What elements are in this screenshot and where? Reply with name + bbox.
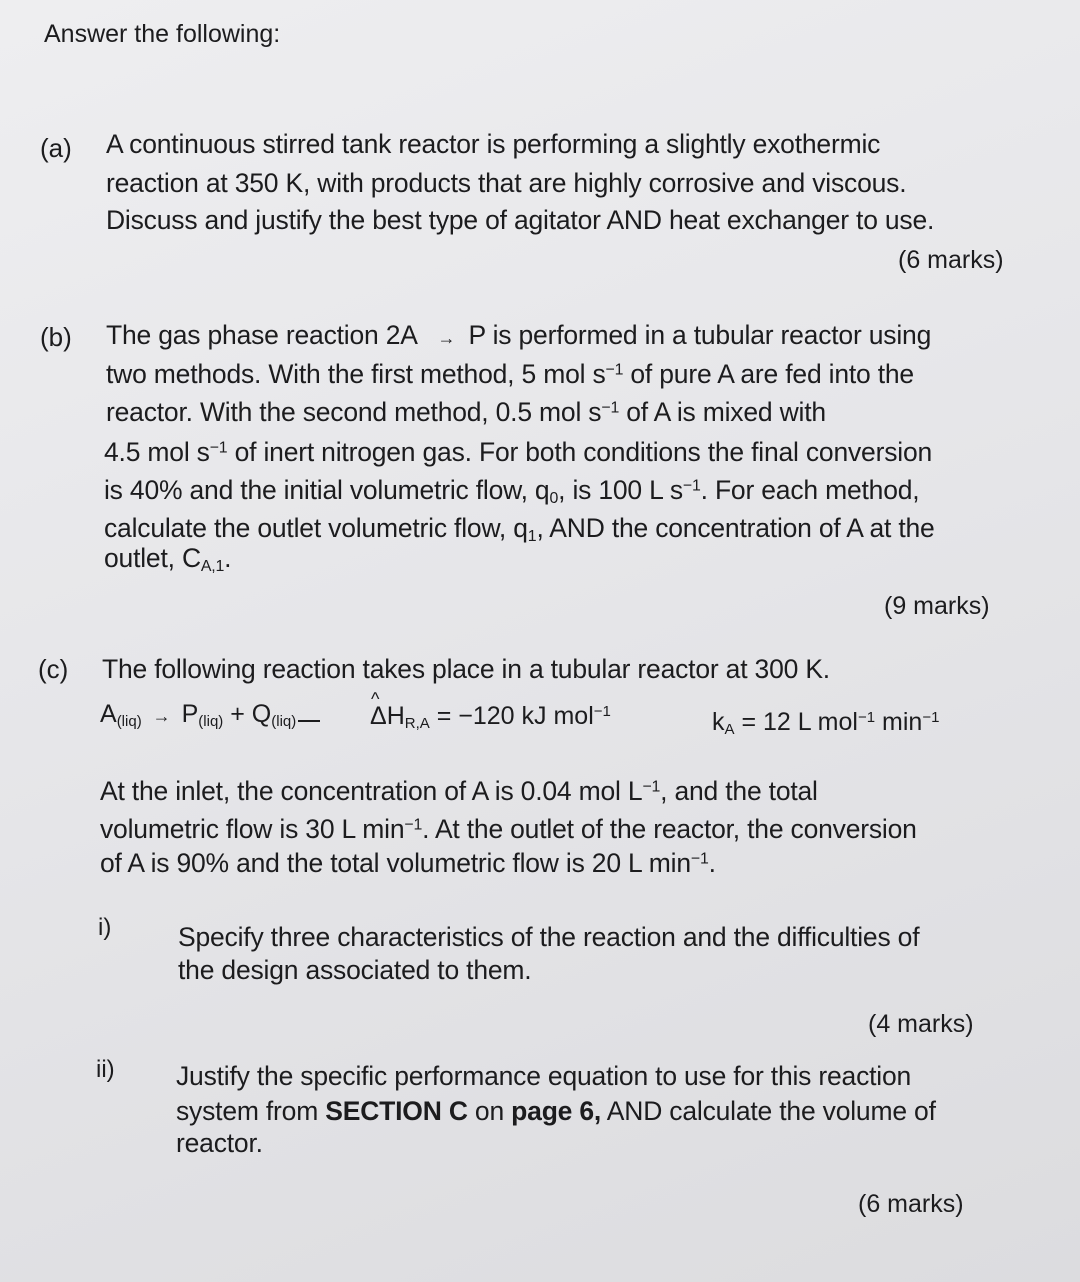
part-b-line-5 xyxy=(104,475,919,508)
part-c-para-line-1-text-2: , and the total xyxy=(660,776,818,806)
species-p-phase: (liq) xyxy=(198,712,224,730)
part-c-para-line-2-text: volumetric flow is 30 L min xyxy=(100,814,405,844)
part-b-line-3-text-2: of A is mixed with xyxy=(619,397,826,427)
part-c-intro: The following reaction takes place in a tubular reactor at 300 K. xyxy=(102,654,830,684)
sub-ii-line-1: Justify the specific performance equation to use for this reaction xyxy=(176,1061,912,1091)
part-b-line-2-text: two methods. With the first method, 5 mol s xyxy=(106,359,606,389)
part-b-line-5-subscript: 0 xyxy=(549,489,559,507)
part-b-line-6 xyxy=(104,513,935,546)
part-c-para-line-3 xyxy=(100,848,716,879)
part-b-line-2-exponent: −1 xyxy=(605,361,624,379)
part-b-line-2 xyxy=(106,359,914,390)
part-b-line-4 xyxy=(104,437,932,468)
part-b-line-5-text-2: , is 100 L s xyxy=(558,475,683,505)
delta-h-subscript: R,A xyxy=(404,714,430,732)
rate-constant-exponent-2: −1 xyxy=(922,708,940,726)
part-c-para-line-1 xyxy=(100,776,818,807)
sub-ii-marks: (6 marks) xyxy=(858,1190,964,1218)
species-a: A xyxy=(100,700,117,728)
part-b-line-6-subscript: 1 xyxy=(527,527,537,545)
delta-h: ^ ΔH xyxy=(370,702,405,731)
sub-ii-line-3: reactor. xyxy=(176,1128,263,1158)
reaction-arrow-icon: → xyxy=(437,328,456,348)
sub-i-marks: (4 marks) xyxy=(868,1010,974,1038)
part-b-line-3 xyxy=(106,397,826,428)
part-b-line-5-text: is 40% and the initial volumetric flow, q xyxy=(104,475,550,505)
reaction-equation xyxy=(100,700,320,730)
part-c-para-line-2 xyxy=(100,814,917,845)
page-reference: page 6, xyxy=(511,1096,602,1126)
part-c-para-line-3-text: of A is 90% and the total volumetric flow is 20 L min xyxy=(100,848,691,878)
rate-constant-k: k xyxy=(712,708,725,736)
part-b-line-2-text-2: of pure A are fed into the xyxy=(623,359,914,389)
species-q: Q xyxy=(251,700,272,728)
part-b-line-1-text: The gas phase reaction 2A xyxy=(106,320,417,350)
sub-ii-line-2-text: system from xyxy=(176,1096,326,1126)
underline-mark xyxy=(298,720,320,722)
part-c-label: (c) xyxy=(38,654,69,684)
section-reference: SECTION C xyxy=(325,1096,468,1126)
sub-i-line-2: the design associated to them. xyxy=(178,955,532,985)
part-b-line-7-text: outlet, C xyxy=(104,543,201,573)
part-b-line-4-text: 4.5 mol s xyxy=(104,437,210,467)
sub-i-label: i) xyxy=(98,914,112,941)
part-b-line-4-exponent: −1 xyxy=(209,439,228,457)
species-a-phase: (liq) xyxy=(116,712,142,730)
part-c-para-line-2-text-2: . At the outlet of the reactor, the conversion xyxy=(422,814,917,844)
reaction-arrow-icon: → xyxy=(152,706,171,726)
sub-i-line-1: Specify three characteristics of the reaction and the difficulties of xyxy=(178,922,920,952)
part-c-para-line-1-exponent: −1 xyxy=(642,778,661,796)
delta-h-value: = −120 kJ mol xyxy=(429,702,594,730)
species-p: P xyxy=(181,700,199,728)
rate-constant-min: min xyxy=(875,708,923,736)
part-c-para-line-3-exponent: −1 xyxy=(690,850,709,868)
species-q-phase: (liq) xyxy=(271,712,297,730)
part-b-line-1-text-2: P is performed in a tubular reactor using xyxy=(468,320,932,350)
delta-h-exponent: −1 xyxy=(593,702,611,720)
part-b-label: (b) xyxy=(40,322,72,352)
enthalpy-expression xyxy=(370,702,611,732)
part-b-line-7-subscript: A,1 xyxy=(200,557,225,575)
part-a-label: (a) xyxy=(40,133,72,163)
part-b-marks: (9 marks) xyxy=(884,592,990,620)
part-a-marks: (6 marks) xyxy=(898,246,1004,274)
sub-ii-label: ii) xyxy=(96,1056,115,1083)
heading: Answer the following: xyxy=(44,20,281,48)
part-b-line-5-exponent: −1 xyxy=(682,477,701,495)
part-a-line-2: reaction at 350 K, with products that are highly corrosive and viscous. xyxy=(106,168,907,198)
part-b-line-3-text: reactor. With the second method, 0.5 mol s xyxy=(106,397,602,427)
part-b-line-6-text: calculate the outlet volumetric flow, q xyxy=(104,513,528,543)
part-b-line-1 xyxy=(106,320,931,351)
part-b-line-5-text-3: . For each method, xyxy=(700,475,920,505)
rate-constant-value: = 12 L mol xyxy=(734,708,858,736)
plus-sign: + xyxy=(230,700,245,728)
part-c-para-line-2-exponent: −1 xyxy=(404,816,423,834)
rate-constant-expression xyxy=(712,708,939,738)
rate-constant-exponent-1: −1 xyxy=(857,708,876,726)
part-b-line-6-text-2: , AND the concentration of A at the xyxy=(536,513,935,543)
part-a-line-3: Discuss and justify the best type of agitator AND heat exchanger to use. xyxy=(106,205,935,235)
part-c-para-line-3-text-2: . xyxy=(708,848,716,878)
sub-ii-line-2-text-2: on xyxy=(467,1096,512,1126)
part-a-line-1: A continuous stirred tank reactor is performing a slightly exothermic xyxy=(106,129,881,159)
part-b-line-3-exponent: −1 xyxy=(601,399,620,417)
part-b-line-7-text-2: . xyxy=(224,543,232,573)
part-b-line-7 xyxy=(104,543,231,576)
sub-ii-line-2-text-3: AND calculate the volume of xyxy=(601,1096,936,1126)
rate-constant-subscript: A xyxy=(724,720,735,738)
part-c-para-line-1-text: At the inlet, the concentration of A is 0.04 mol L xyxy=(100,776,643,806)
sub-ii-line-2 xyxy=(176,1096,936,1127)
part-b-line-4-text-2: of inert nitrogen gas. For both conditions the final conversion xyxy=(227,437,933,467)
